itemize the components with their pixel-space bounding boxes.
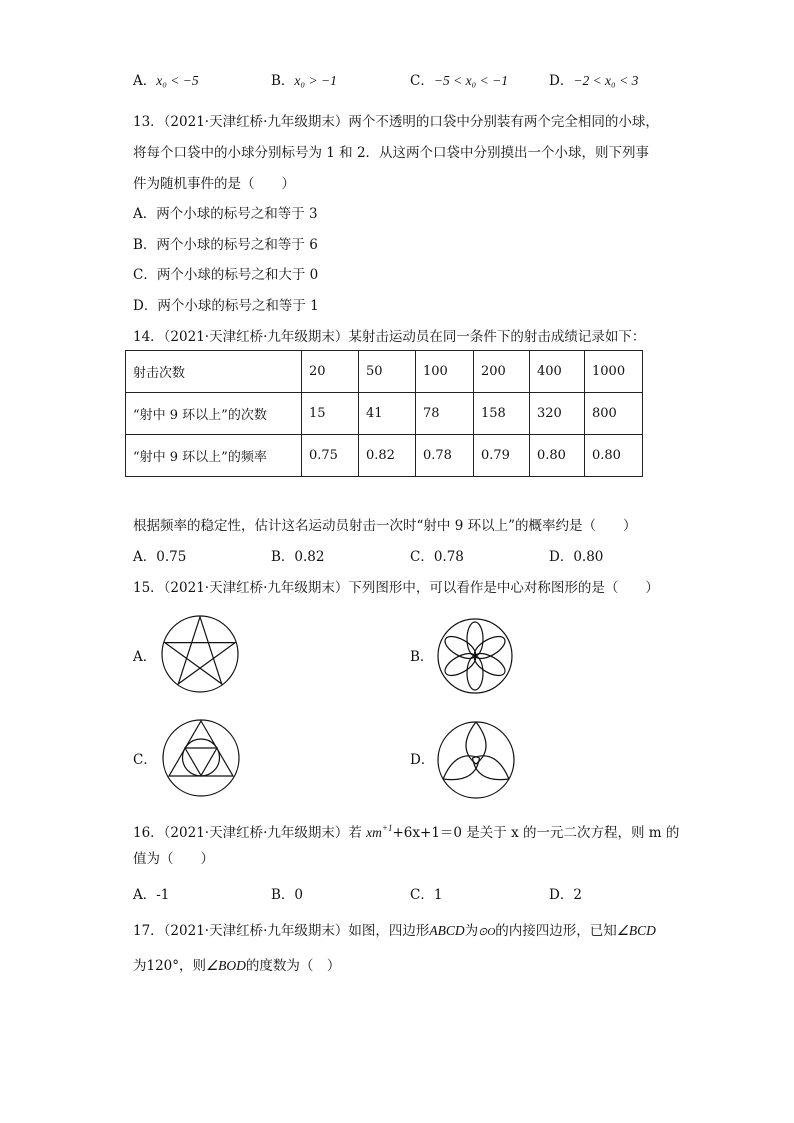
q14-stem-line2: 根据频率的稳定性，估计这名运动员射击一次时“射中 9 环以上”的概率约是（ ） <box>133 518 637 534</box>
table-cell: “射中 9 环以上”的频率 <box>126 435 302 477</box>
q13-option-c: C．两个小球的标号之和大于 0 <box>133 267 319 283</box>
table-cell: 0.80 <box>585 435 643 477</box>
figure-triangle-circle-nested <box>161 718 241 798</box>
table-cell: 50 <box>359 351 416 393</box>
q16-option-d: D．2 <box>549 887 582 903</box>
table-cell: 41 <box>359 393 416 435</box>
q13-option-a: A．两个小球的标号之和等于 3 <box>133 206 318 222</box>
table-cell: 1000 <box>585 351 643 393</box>
table-cell: 0.75 <box>302 435 359 477</box>
q16-stem-line2: 值为（ ） <box>133 851 214 867</box>
q17-stem-line1: 17．（2021·天津红桥·九年级期末）如图，四边形ABCD为⊙O的内接四边形，已知∠BCD <box>133 923 656 939</box>
table-row <box>126 351 643 393</box>
table-cell: 78 <box>416 393 474 435</box>
q13-stem-line1: 13．（2021·天津红桥·九年级期末）两个不透明的口袋中分别装有两个完全相同的小球， <box>133 114 659 130</box>
table-cell: 158 <box>474 393 530 435</box>
table-cell: 15 <box>302 393 359 435</box>
q12-option-d: D．−2 < x₀ < 3 <box>549 73 639 89</box>
table-cell: 800 <box>585 393 643 435</box>
q14-stem-line1: 14．（2021·天津红桥·九年级期末）某射击运动员在同一条件下的射击成绩记录如下： <box>133 329 646 345</box>
q14-option-b: B．0.82 <box>271 549 325 565</box>
table-cell: 0.80 <box>530 435 585 477</box>
table-cell: 400 <box>530 351 585 393</box>
q14-option-a: A．0.75 <box>133 549 187 565</box>
q12-option-b: B．x₀ > −1 <box>271 73 337 89</box>
q13-stem-line2: 将每个口袋中的小球分别标号为 1 和 2．从这两个口袋中分别摸出一个小球，则下列事 <box>133 145 650 161</box>
q13-option-d: D．两个小球的标号之和等于 1 <box>133 298 319 314</box>
table-cell: 0.79 <box>474 435 530 477</box>
q12-option-c: C．−5 < x₀ < −1 <box>410 73 508 89</box>
table-cell: 100 <box>416 351 474 393</box>
table-cell: 射击次数 <box>126 351 302 393</box>
q16-option-b: B．0 <box>271 887 304 903</box>
table-cell: 0.78 <box>416 435 474 477</box>
q16-option-a: A．-1 <box>133 887 170 903</box>
table-cell: 20 <box>302 351 359 393</box>
q13-option-b: B．两个小球的标号之和等于 6 <box>133 237 318 253</box>
figure-pentagram-in-circle <box>160 614 240 694</box>
q15-label-a: A． <box>133 649 157 665</box>
table-cell: 320 <box>530 393 585 435</box>
q15-label-d: D． <box>410 752 435 768</box>
q17-stem-line2: 为120°，则∠BOD的度数为（ ） <box>133 958 341 974</box>
q12-option-a: A．x₀ < −5 <box>133 73 199 89</box>
q15-stem: 15．（2021·天津红桥·九年级期末）下列图形中，可以看作是中心对称图形的是（ ） <box>133 580 659 596</box>
q14-option-c: C．0.78 <box>410 549 464 565</box>
table-row <box>126 393 643 435</box>
q14-option-d: D．0.80 <box>549 549 604 565</box>
shooting-record-table <box>125 350 643 477</box>
figure-three-arcs-in-circle <box>436 720 516 800</box>
table-cell: 200 <box>474 351 530 393</box>
table-row <box>126 435 643 477</box>
table-cell: “射中 9 环以上”的次数 <box>126 393 302 435</box>
figure-six-petal-flower <box>436 617 514 695</box>
q15-label-b: B． <box>410 649 434 665</box>
q16-option-c: C．1 <box>410 887 443 903</box>
q15-label-c: C． <box>133 752 157 768</box>
q13-stem-line3: 件为随机事件的是（ ） <box>133 176 295 192</box>
table-cell: 0.82 <box>359 435 416 477</box>
q16-stem-line1: 16．（2021·天津红桥·九年级期末）若 $xm^{+1}+6x+1=0$ 是关于 x 的一元二次方程，则 m 的 <box>133 823 680 841</box>
